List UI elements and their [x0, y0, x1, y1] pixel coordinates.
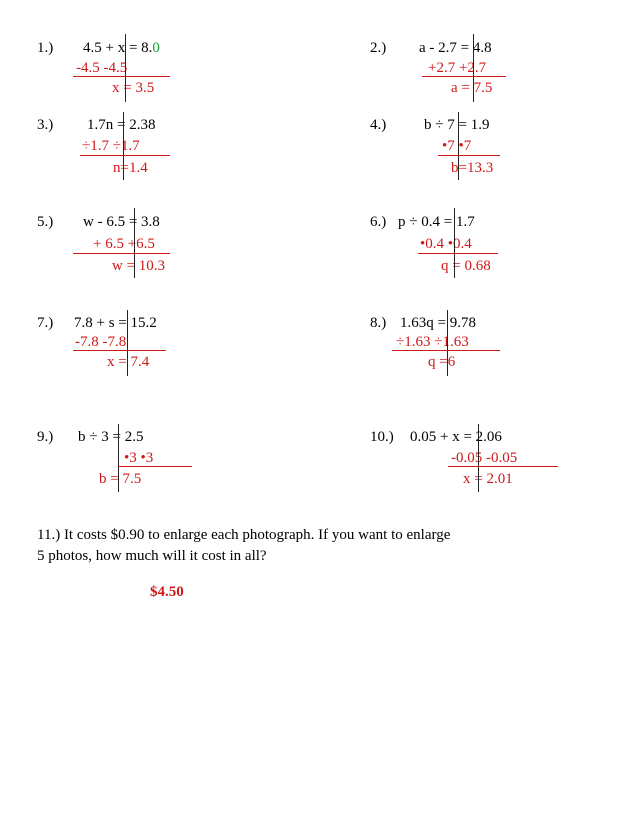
problem-8-work: ÷1.63 ÷1.63: [396, 334, 469, 350]
problem-9-number: 9.): [37, 429, 54, 445]
problem-8-number: 8.): [370, 315, 387, 331]
problem-7-result: x = 7.4: [107, 354, 150, 370]
problem-8-underline: [392, 350, 500, 351]
problem-5-work: + 6.5 +6.5: [93, 236, 155, 252]
problem-6-number: 6.): [370, 214, 387, 230]
problem-2-underline: [422, 76, 506, 77]
problem-7-work: -7.8 -7.8: [75, 334, 127, 350]
problem-5-equation: w - 6.5 = 3.8: [83, 214, 160, 230]
problem-1-underline: [73, 76, 170, 77]
problem-3-number: 3.): [37, 117, 54, 133]
problem-1-equation-main: 4.5 + x = 8.: [83, 40, 153, 56]
problem-3-result: n=1.4: [113, 160, 148, 176]
problem-10-divider: [478, 424, 479, 492]
problem-1-equation: [83, 40, 160, 57]
problem-4-equation: b ÷ 7 = 1.9: [424, 117, 490, 133]
problem-1-work: -4.5 -4.5: [76, 60, 128, 76]
problem-3-work: ÷1.7 ÷1.7: [82, 138, 140, 154]
problem-6-result: q = 0.68: [441, 258, 491, 274]
problem-3-divider: [123, 112, 124, 180]
problem-6-underline: [418, 253, 498, 254]
word-problem-line-1: 11.) It costs $0.90 to enlarge each photograph. If you want to enlarge: [37, 527, 451, 543]
problem-2-equation: a - 2.7 = 4.8: [419, 40, 492, 56]
problem-2-result: a = 7.5: [451, 80, 493, 96]
problem-4-underline: [438, 155, 500, 156]
problem-10-equation: 0.05 + x = 2.06: [410, 429, 502, 445]
problem-4-work: •7 •7: [442, 138, 472, 154]
problem-9-divider: [118, 424, 119, 492]
problem-4-result: b=13.3: [451, 160, 494, 176]
problem-7-number: 7.): [37, 315, 54, 331]
problem-10-underline: [448, 466, 558, 467]
problem-5-underline: [73, 253, 170, 254]
problem-1-divider: [125, 34, 126, 102]
problem-9-result: b = 7.5: [99, 471, 142, 487]
problem-7-underline: [73, 350, 166, 351]
problem-6-equation: p ÷ 0.4 = 1.7: [398, 214, 475, 230]
problem-9-equation: b ÷ 3 = 2.5: [78, 429, 144, 445]
problem-2-work: +2.7 +2.7: [428, 60, 487, 76]
problem-6-divider: [454, 208, 455, 278]
problem-5-number: 5.): [37, 214, 54, 230]
problem-8-divider: [447, 310, 448, 376]
word-problem-line-2: 5 photos, how much will it cost in all?: [37, 548, 267, 564]
problem-2-number: 2.): [370, 40, 387, 56]
problem-2-divider: [473, 34, 474, 102]
problem-9-work: •3 •3: [124, 450, 154, 466]
problem-10-result: x = 2.01: [463, 471, 513, 487]
problem-5-result: w = 10.3: [112, 258, 166, 274]
problem-8-result: q =6: [428, 354, 456, 370]
problem-3-underline: [80, 155, 170, 156]
problem-7-equation: 7.8 + s = 15.2: [74, 315, 157, 331]
problem-5-divider: [134, 208, 135, 278]
problem-6-work: •0.4 •0.4: [420, 236, 472, 252]
word-problem-answer: $4.50: [150, 584, 184, 600]
problem-10-work: -0.05 -0.05: [451, 450, 518, 466]
problem-4-divider: [458, 112, 459, 180]
problem-1-equation-green-digit: 0: [152, 40, 160, 56]
problem-10-number: 10.): [370, 429, 394, 445]
problem-3-equation: 1.7n = 2.38: [87, 117, 156, 133]
problem-4-number: 4.): [370, 117, 387, 133]
problem-7-divider: [127, 310, 128, 376]
problem-9-underline: [118, 466, 192, 467]
problem-8-equation: 1.63q = 9.78: [400, 315, 476, 331]
problem-1-number: 1.): [37, 40, 54, 56]
problem-1-result: x = 3.5: [112, 80, 155, 96]
